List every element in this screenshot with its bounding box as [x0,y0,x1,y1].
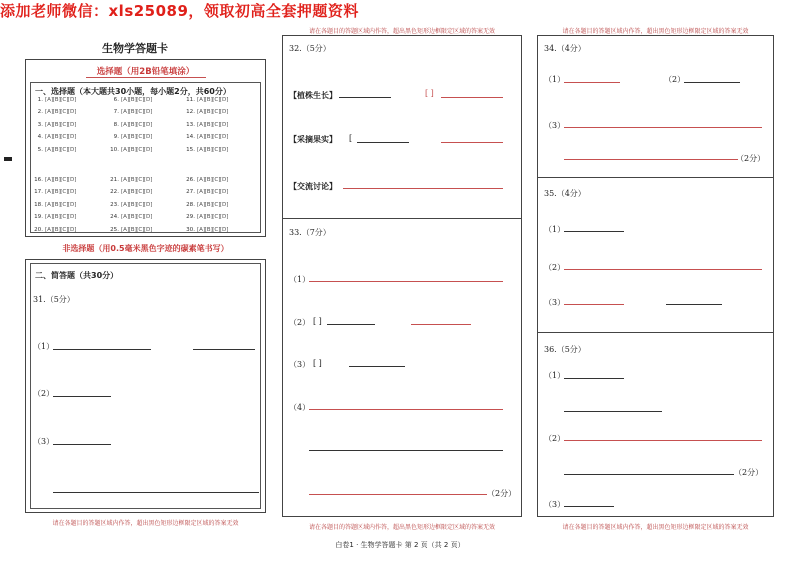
choice-bubble-c[interactable]: [C] [136,146,145,153]
q32-row3-label: 【交流讨论】 [289,182,337,191]
choice-bubble-b[interactable]: [B] [204,201,213,208]
choice-bubble-c[interactable]: [C] [60,146,69,153]
choice-bubble-c[interactable]: [C] [60,226,69,233]
choice-bubble-a[interactable]: [A] [197,146,206,153]
choice-bubble-c[interactable]: [C] [60,134,69,141]
question-number: 2. [37,109,43,116]
choice-row [185,122,227,128]
choice-bubble-d[interactable]: [D] [219,189,229,196]
short-answer-subtitle: 二、简答题（共30分） [35,271,119,280]
question-number: 27. [186,189,195,196]
question-number: 1. [37,97,43,103]
q33-part4-line-1[interactable] [309,409,503,410]
q32-row2-bracket: [ [349,134,353,143]
choice-bubble-c[interactable]: [C] [136,214,145,221]
q35-part2-line[interactable] [564,269,762,270]
question-number: 13. [186,121,195,128]
choice-bubble-a[interactable]: [A] [197,177,206,183]
choice-bubble-c[interactable]: [C] [212,134,221,141]
choice-bubble-a[interactable]: [A] [45,134,54,141]
choice-bubble-c[interactable]: [C] [212,97,221,103]
choice-bubble-d[interactable]: [D] [143,121,153,128]
choice-bubble-c[interactable]: [C] [136,177,145,183]
choice-bubble-d[interactable]: [D] [219,214,229,221]
question-number: 19. [34,214,43,221]
choice-bubble-b[interactable]: [B] [52,146,61,153]
q35-part2-label: （2） [544,263,566,272]
choice-row [109,227,151,233]
choice-row [109,189,151,195]
choice-row [109,202,151,208]
choice-bubble-d[interactable]: [D] [67,214,77,221]
choice-row [109,134,151,140]
choice-bubble-d[interactable]: [D] [143,146,153,153]
choice-bubble-b[interactable]: [B] [204,146,213,153]
q35-part1-line[interactable] [564,231,624,232]
q32-row2-line-b[interactable] [441,142,503,143]
q34-q35-divider [538,177,773,178]
q32-label: 32.（5分） [289,44,331,53]
choice-row [185,189,227,195]
choice-bubble-c[interactable]: [C] [60,177,69,183]
col2-box [282,35,522,517]
q34-part1-label: （1） [544,75,566,84]
col1-notice: 请在各题目的答题区域内作答，超出黑色矩形边框限定区域的答案无效 [52,520,239,527]
choice-grid [30,82,261,233]
choice-bubble-d[interactable]: [D] [67,121,77,128]
choice-bubble-b[interactable]: [B] [128,146,137,153]
q36-part2-line-1[interactable] [564,440,762,441]
q33-label: 33.（7分） [289,228,331,237]
choice-bubble-d[interactable]: [D] [219,109,229,116]
q35-part3-line-a[interactable] [564,304,624,305]
choice-bubble-b[interactable]: [B] [204,121,213,128]
choice-bubble-b[interactable]: [B] [128,97,137,103]
choice-bubble-c[interactable]: [C] [136,201,145,208]
col3-bottom-notice: 请在各题目的答题区域内作答，超出黑色矩形边框限定区域的答案无效 [562,524,749,531]
choice-row [185,97,227,103]
choice-bubble-d[interactable]: [D] [143,177,153,183]
sheet-title: 生物学答题卡 [102,42,168,55]
q33-part1-label: （1） [289,275,311,284]
choice-bubble-b[interactable]: [B] [52,226,61,233]
choice-bubble-d[interactable]: [D] [219,97,229,103]
choice-bubble-b[interactable]: [B] [204,214,213,221]
q32-row1-line-a[interactable] [339,97,391,98]
q33-part2-line-a[interactable] [327,324,375,325]
choice-bubble-c[interactable]: [C] [60,189,69,196]
q32-row2-label: 【采摘果实】 [289,135,337,144]
choice-section-box [25,59,266,237]
choice-bubble-b[interactable]: [B] [52,97,61,103]
choice-row [109,122,151,128]
q35-q36-divider [538,332,773,333]
q36-score: （2分） [734,468,764,477]
q33-part2-label: （2） [289,318,311,327]
question-number: 11. [186,97,195,103]
q33-part4-line-2[interactable] [309,450,503,451]
choice-bubble-b[interactable]: [B] [128,121,137,128]
choice-bubble-c[interactable]: [C] [136,109,145,116]
choice-row [109,109,151,115]
choice-row [185,202,227,208]
choice-row [33,109,75,115]
choice-bubble-b[interactable]: [B] [204,134,213,141]
choice-bubble-a[interactable]: [A] [45,109,54,116]
col3-top-notice: 请在各题目的答题区域内作答，超出黑色矩形边框限定区域的答案无效 [562,28,749,35]
question-number: 21. [110,177,119,183]
choice-bubble-d[interactable]: [D] [67,201,77,208]
choice-row [109,177,151,183]
choice-bubble-d[interactable]: [D] [67,134,77,141]
choice-bubble-b[interactable]: [B] [128,214,137,221]
choice-bubble-a[interactable]: [A] [197,109,206,116]
nonchoice-header: 非选择题（用0.5毫米黑色字迹的碳素笔书写） [62,244,229,253]
choice-bubble-b[interactable]: [B] [52,109,61,116]
q36-label: 36.（5分） [544,345,586,354]
q33-part3-label: （3） [289,360,311,369]
question-number: 24. [110,214,119,221]
choice-bubble-d[interactable]: [D] [143,214,153,221]
question-number: 18. [34,201,43,208]
q31-inner [30,263,261,509]
question-number: 29. [186,214,195,221]
q32-row3-line[interactable] [343,188,503,189]
question-number: 20. [34,226,43,233]
choice-bubble-d[interactable]: [D] [67,97,77,103]
choice-row [185,147,227,153]
question-number: 22. [110,189,119,196]
choice-bubble-b[interactable]: [B] [128,177,137,183]
choice-bubble-a[interactable]: [A] [45,214,54,221]
q36-part1-label: （1） [544,371,566,380]
choice-bubble-c[interactable]: [C] [212,146,221,153]
choice-bubble-d[interactable]: [D] [219,134,229,141]
q36-part1-line-b[interactable] [564,411,662,412]
question-number: 5. [37,146,43,153]
choice-bubble-a[interactable]: [A] [197,214,206,221]
choice-bubble-d[interactable]: [D] [219,121,229,128]
q32-row1-line-b[interactable] [441,97,503,98]
q36-part2-label: （2） [544,434,566,443]
choice-row [33,177,75,183]
col2-top-notice: 请在各题目的答题区域内作答，超出黑色矩形边框限定区域的答案无效 [308,28,495,35]
choice-row [185,214,227,220]
q36-part3-line[interactable] [564,506,614,507]
promo-banner: 添加老师微信：xls25089，领取初高全套押题资料 [0,2,359,20]
choice-bubble-c[interactable]: [C] [136,134,145,141]
choice-bubble-a[interactable]: [A] [121,146,130,153]
choice-section-header: 选择题（用2B铅笔填涂） [96,67,195,77]
question-number: 23. [110,201,119,208]
choice-bubble-a[interactable]: [A] [197,121,206,128]
choice-bubble-c[interactable]: [C] [60,214,69,221]
q31-box [25,259,266,513]
choice-bubble-c[interactable]: [C] [60,97,69,103]
choice-row [33,202,75,208]
q36-part3-label: （3） [544,500,566,509]
q36-part1-line-a[interactable] [564,378,624,379]
choice-bubble-d[interactable]: [D] [67,189,77,196]
choice-bubble-c[interactable]: [C] [136,226,145,233]
choice-row [33,134,75,140]
choice-bubble-a[interactable]: [A] [121,134,130,141]
choice-bubble-d[interactable]: [D] [143,134,153,141]
q32-row2-line-a[interactable] [357,142,409,143]
choice-bubble-c[interactable]: [C] [60,109,69,116]
q34-part2-label: （2） [664,75,686,84]
choice-bubble-a[interactable]: [A] [197,134,206,141]
choice-bubble-c[interactable]: [C] [212,226,221,233]
choice-bubble-d[interactable]: [D] [143,189,153,196]
choice-bubble-a[interactable]: [A] [121,97,130,103]
choice-bubble-a[interactable]: [A] [121,121,130,128]
choice-bubble-c[interactable]: [C] [212,214,221,221]
q31-label: 31.（5分） [33,295,75,304]
choice-bubble-a[interactable]: [A] [121,226,130,233]
col3-box [537,35,774,517]
choice-bubble-b[interactable]: [B] [204,97,213,103]
q34-part1-line[interactable] [564,82,620,83]
choice-bubble-b[interactable]: [B] [204,189,213,196]
choice-bubble-a[interactable]: [A] [121,109,130,116]
choice-bubble-d[interactable]: [D] [219,146,229,153]
choice-bubble-b[interactable]: [B] [52,177,61,183]
choice-bubble-a[interactable]: [A] [197,226,206,233]
choice-bubble-d[interactable]: [D] [143,97,153,103]
choice-row [109,147,151,153]
choice-bubble-c[interactable]: [C] [212,189,221,196]
q35-part3-label: （3） [544,298,566,307]
q35-part1-label: （1） [544,225,566,234]
choice-bubble-d[interactable]: [D] [219,177,229,183]
choice-bubble-d[interactable]: [D] [67,109,77,116]
choice-bubble-a[interactable]: [A] [197,201,206,208]
q31-part1-label: （1） [33,342,55,351]
choice-bubble-a[interactable]: [A] [121,214,130,221]
question-number: 12. [186,109,195,116]
question-number: 17. [34,189,43,196]
choice-bubble-a[interactable]: [A] [197,189,206,196]
q32-q33-divider [283,218,521,219]
choice-bubble-c[interactable]: [C] [60,201,69,208]
question-number: 15. [186,146,195,153]
choice-row [185,177,227,183]
q34-part3-line-2[interactable] [564,159,738,160]
q33-part1-line[interactable] [309,281,503,282]
question-number: 28. [186,201,195,208]
choice-bubble-a[interactable]: [A] [121,177,130,183]
choice-row [185,227,227,233]
choice-bubble-a[interactable]: [A] [45,226,54,233]
q32-row1-bracket: [ ] [425,89,434,98]
q31-part1-line-b[interactable] [193,349,255,350]
q31-part2-line[interactable] [53,396,111,397]
q35-part3-line-b[interactable] [666,304,722,305]
choice-row [33,147,75,153]
q34-score: （2分） [736,154,766,163]
choice-bubble-a[interactable]: [A] [45,201,54,208]
question-number: 8. [113,121,119,128]
q31-part3-label: （3） [33,437,55,446]
choice-bubble-d[interactable]: [D] [143,226,153,233]
choice-bubble-c[interactable]: [C] [212,201,221,208]
choice-bubble-a[interactable]: [A] [45,121,54,128]
choice-bubble-b[interactable]: [B] [52,121,61,128]
choice-bubble-b[interactable]: [B] [204,177,213,183]
q34-part3-line-1[interactable] [564,127,762,128]
choice-bubble-b[interactable]: [B] [52,201,61,208]
question-number: 7. [113,109,119,116]
choice-bubble-c[interactable]: [C] [212,121,221,128]
header-underline [86,77,206,78]
q35-label: 35.（4分） [544,189,586,198]
choice-bubble-c[interactable]: [C] [136,97,145,103]
q34-label: 34.（4分） [544,44,586,53]
choice-bubble-b[interactable]: [B] [128,201,137,208]
choice-bubble-c[interactable]: [C] [212,177,221,183]
choice-bubble-b[interactable]: [B] [128,109,137,116]
choice-row [33,227,75,233]
choice-bubble-b[interactable]: [B] [52,134,61,141]
col2-bottom-notice: 请在各题目的答题区域内作答，超出黑色矩形边框限定区域的答案无效 [308,524,495,531]
choice-bubble-a[interactable]: [A] [197,97,206,103]
choice-bubble-b[interactable]: [B] [128,189,137,196]
choice-bubble-c[interactable]: [C] [60,121,69,128]
choice-row [185,109,227,115]
question-number: 4. [37,134,43,141]
question-number: 14. [186,134,195,141]
alignment-mark [4,157,12,161]
question-number: 3. [37,121,43,128]
choice-bubble-a[interactable]: [A] [45,189,54,196]
choice-bubble-d[interactable]: [D] [67,146,77,153]
choice-bubble-a[interactable]: [A] [121,189,130,196]
question-number: 10. [110,146,119,153]
choice-bubble-a[interactable]: [A] [45,177,54,183]
q34-part2-line[interactable] [684,82,740,83]
choice-bubble-a[interactable]: [A] [45,97,54,103]
choice-bubble-c[interactable]: [C] [136,189,145,196]
choice-bubble-b[interactable]: [B] [52,214,61,221]
choice-bubble-b[interactable]: [B] [52,189,61,196]
q31-part2-label: （2） [33,389,55,398]
choice-bubble-d[interactable]: [D] [219,201,229,208]
q33-score: （2分） [487,489,517,498]
q32-row1-label: 【植株生长】 [289,91,337,100]
page-footer: 白卷1 · 生物学答题卡 第 2 页（共 2 页） [335,541,465,549]
choice-bubble-a[interactable]: [A] [45,146,54,153]
choice-row [33,97,75,103]
q34-part3-label: （3） [544,121,566,130]
choice-row [33,122,75,128]
choice-bubble-b[interactable]: [B] [128,226,137,233]
q33-part4-label: （4） [289,403,311,412]
choice-row [33,189,75,195]
choice-bubble-d[interactable]: [D] [67,226,77,233]
q31-part3-line-long[interactable] [53,492,259,493]
choice-bubble-b[interactable]: [B] [204,226,213,233]
q31-part3-line[interactable] [53,444,111,445]
q33-part2-bracket: [ ] [313,317,322,326]
question-number: 6. [113,97,119,103]
choice-row [33,214,75,220]
q33-part4-line-3[interactable] [309,494,487,495]
question-number: 30. [186,226,195,233]
choice-bubble-c[interactable]: [C] [136,121,145,128]
q31-part1-line-a[interactable] [53,349,151,350]
choice-subtitle: 一、选择题（本大题共30小题，每小题2分，共60分） [35,87,231,96]
choice-bubble-d[interactable]: [D] [143,109,153,116]
choice-bubble-a[interactable]: [A] [121,201,130,208]
choice-bubble-d[interactable]: [D] [67,177,77,183]
choice-bubble-b[interactable]: [B] [204,109,213,116]
choice-row [109,97,151,103]
question-number: 26. [186,177,195,183]
choice-row [185,134,227,140]
choice-bubble-b[interactable]: [B] [128,134,137,141]
choice-bubble-d[interactable]: [D] [143,201,153,208]
choice-bubble-c[interactable]: [C] [212,109,221,116]
q33-part2-line-b[interactable] [411,324,471,325]
q33-part3-bracket: [ ] [313,359,322,368]
choice-row [109,214,151,220]
question-number: 9. [113,134,119,141]
question-number: 25. [110,226,119,233]
choice-bubble-d[interactable]: [D] [219,226,229,233]
question-number: 16. [34,177,43,183]
q33-part3-line[interactable] [349,366,405,367]
q36-part2-line-2[interactable] [564,474,734,475]
